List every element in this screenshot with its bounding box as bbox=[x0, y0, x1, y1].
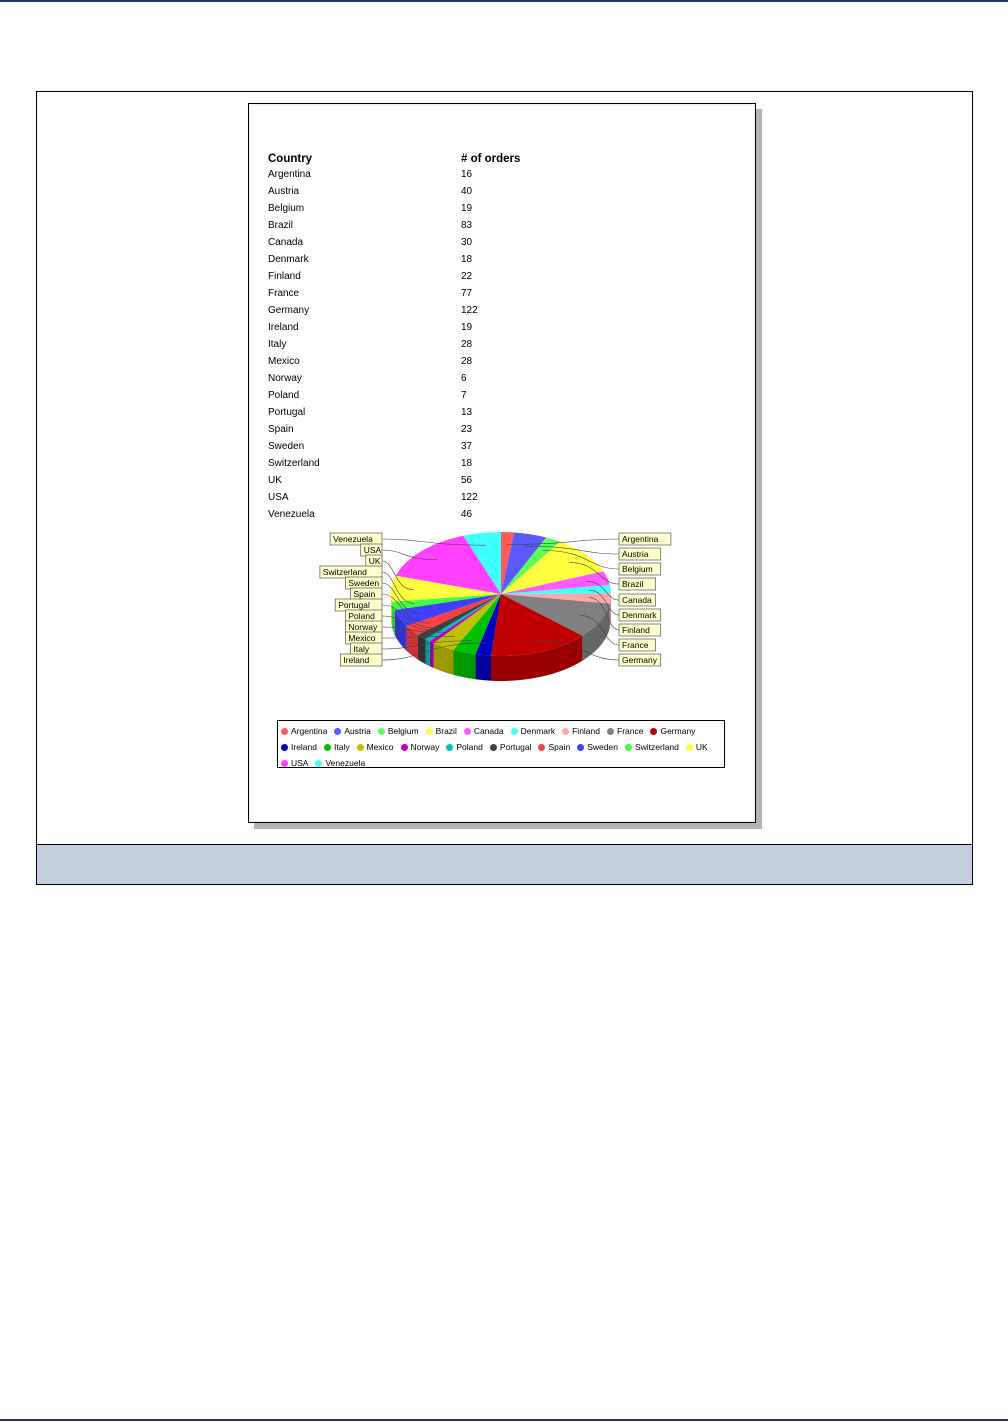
slice-label: Argentina bbox=[622, 534, 659, 545]
legend-swatch bbox=[334, 728, 341, 735]
legend-swatch bbox=[538, 744, 545, 751]
slice-label: France bbox=[622, 640, 649, 651]
legend-label: Portugal bbox=[499, 742, 532, 752]
orders-cell: 19 bbox=[461, 322, 473, 333]
orders-cell: 23 bbox=[461, 424, 473, 435]
slice-label: Poland bbox=[348, 611, 375, 622]
legend-swatch bbox=[426, 728, 433, 735]
orders-cell: 22 bbox=[461, 271, 473, 282]
pie-side-ireland bbox=[475, 654, 491, 680]
orders-cell: 30 bbox=[461, 237, 473, 248]
legend-item bbox=[334, 723, 370, 739]
country-cell: Denmark bbox=[268, 254, 309, 265]
legend-item bbox=[446, 739, 482, 755]
orders-cell: 6 bbox=[461, 373, 467, 384]
legend-swatch bbox=[315, 760, 322, 767]
orders-cell: 122 bbox=[461, 305, 478, 316]
country-cell: Finland bbox=[268, 271, 301, 282]
chart-legend bbox=[277, 720, 725, 768]
slice-label: Mexico bbox=[348, 633, 376, 644]
slice-label: Denmark bbox=[622, 610, 657, 621]
legend-swatch bbox=[378, 728, 385, 735]
country-cell: Spain bbox=[268, 424, 294, 435]
slice-label: Germany bbox=[622, 655, 657, 666]
legend-item bbox=[511, 723, 555, 739]
orders-cell: 37 bbox=[461, 441, 473, 452]
legend-item bbox=[607, 723, 643, 739]
pie-chart bbox=[249, 524, 757, 704]
legend-label: Italy bbox=[334, 742, 350, 752]
country-cell: Venezuela bbox=[268, 509, 315, 520]
country-cell: Belgium bbox=[268, 203, 305, 214]
pie-side-portugal bbox=[418, 635, 425, 664]
slice-label: Belgium bbox=[622, 564, 653, 575]
legend-item bbox=[426, 723, 457, 739]
legend-swatch bbox=[577, 744, 584, 751]
orders-cell: 13 bbox=[461, 407, 473, 418]
legend-label: Canada bbox=[473, 726, 504, 736]
legend-item bbox=[625, 739, 679, 755]
legend-item bbox=[401, 739, 440, 755]
legend-item bbox=[324, 739, 350, 755]
legend-label: Denmark bbox=[520, 726, 556, 736]
legend-label: USA bbox=[291, 758, 309, 768]
legend-item bbox=[281, 723, 327, 739]
legend-item bbox=[378, 723, 419, 739]
country-cell: Germany bbox=[268, 305, 310, 316]
slice-label: Switzerland bbox=[322, 567, 367, 578]
legend-item bbox=[686, 739, 708, 755]
orders-header: # of orders bbox=[461, 153, 521, 165]
top-rule bbox=[0, 0, 1008, 2]
slice-label: Brazil bbox=[622, 579, 644, 590]
orders-cell: 16 bbox=[461, 169, 473, 180]
orders-cell: 19 bbox=[461, 203, 473, 214]
country-header: Country bbox=[268, 153, 313, 165]
slice-label: USA bbox=[363, 545, 382, 556]
legend-swatch bbox=[281, 760, 288, 767]
legend-swatch bbox=[490, 744, 497, 751]
slice-label: Ireland bbox=[343, 655, 370, 666]
orders-cell: 46 bbox=[461, 509, 473, 520]
legend-swatch bbox=[324, 744, 331, 751]
legend-label: Belgium bbox=[387, 726, 419, 736]
legend-item bbox=[538, 739, 570, 755]
legend-label: Norway bbox=[410, 742, 440, 752]
country-cell: Portugal bbox=[268, 407, 306, 418]
legend-swatch bbox=[357, 744, 364, 751]
report-viewer-frame bbox=[36, 91, 973, 885]
country-cell: USA bbox=[268, 492, 289, 503]
country-cell: Sweden bbox=[268, 441, 305, 452]
legend-swatch bbox=[464, 728, 471, 735]
legend-item bbox=[577, 739, 618, 755]
orders-cell: 28 bbox=[461, 356, 473, 367]
slice-label: Portugal bbox=[338, 600, 370, 611]
legend-label: Sweden bbox=[587, 742, 618, 752]
legend-label: Poland bbox=[456, 742, 483, 752]
legend-item bbox=[562, 723, 600, 739]
legend-swatch bbox=[511, 728, 518, 735]
pie-side-norway bbox=[430, 641, 434, 668]
legend-label: Ireland bbox=[291, 742, 317, 752]
country-cell: Austria bbox=[268, 186, 300, 197]
slice-label: Austria bbox=[622, 549, 649, 560]
legend-item bbox=[464, 723, 504, 739]
legend-swatch bbox=[281, 728, 288, 735]
legend-label: UK bbox=[695, 742, 708, 752]
slice-label: Italy bbox=[353, 644, 370, 655]
legend-label: Mexico bbox=[366, 742, 394, 752]
slice-label: Norway bbox=[348, 622, 378, 633]
legend-swatch bbox=[650, 728, 657, 735]
report-page bbox=[248, 103, 756, 823]
legend-swatch bbox=[562, 728, 569, 735]
pie-side-poland bbox=[425, 639, 429, 666]
country-cell: Switzerland bbox=[268, 458, 320, 469]
legend-label: Venezuela bbox=[325, 758, 366, 768]
slice-label: Sweden bbox=[348, 578, 380, 589]
orders-cell: 77 bbox=[461, 288, 473, 299]
legend-swatch bbox=[686, 744, 693, 751]
legend-label: Brazil bbox=[435, 726, 457, 736]
legend-swatch bbox=[401, 744, 408, 751]
legend-label: Germany bbox=[660, 726, 696, 736]
legend-swatch bbox=[625, 744, 632, 751]
orders-cell: 18 bbox=[461, 254, 473, 265]
country-cell: Argentina bbox=[268, 169, 311, 180]
legend-label: Argentina bbox=[291, 726, 328, 736]
legend-label: France bbox=[617, 726, 644, 736]
legend-label: Finland bbox=[572, 726, 600, 736]
slice-label: Canada bbox=[622, 595, 652, 606]
orders-cell: 7 bbox=[461, 390, 467, 401]
orders-cell: 83 bbox=[461, 220, 473, 231]
orders-cell: 28 bbox=[461, 339, 473, 350]
country-cell: Brazil bbox=[268, 220, 294, 231]
country-cell: France bbox=[268, 288, 300, 299]
legend-label: Switzerland bbox=[634, 742, 679, 752]
slice-label: Spain bbox=[353, 589, 376, 600]
country-cell: Mexico bbox=[268, 356, 300, 367]
country-cell: Poland bbox=[268, 390, 300, 401]
slice-label: Finland bbox=[622, 625, 650, 636]
legend-item bbox=[315, 755, 365, 771]
country-cell: Italy bbox=[268, 339, 287, 350]
slice-label: Venezuela bbox=[333, 534, 373, 545]
viewer-status-bar bbox=[37, 844, 972, 884]
bottom-rule bbox=[0, 1419, 1008, 1421]
country-cell: Canada bbox=[268, 237, 304, 248]
legend-label: Spain bbox=[548, 742, 571, 752]
orders-cell: 18 bbox=[461, 458, 473, 469]
pie-side-italy bbox=[453, 650, 475, 679]
legend-item bbox=[357, 739, 394, 755]
legend-swatch bbox=[446, 744, 453, 751]
legend-swatch bbox=[607, 728, 614, 735]
legend-item bbox=[650, 723, 695, 739]
legend-label: Austria bbox=[344, 726, 371, 736]
legend-item bbox=[281, 739, 317, 755]
slice-label: UK bbox=[368, 556, 381, 567]
legend-item bbox=[281, 755, 308, 771]
country-cell: Ireland bbox=[268, 322, 299, 333]
legend-swatch bbox=[281, 744, 288, 751]
orders-cell: 56 bbox=[461, 475, 473, 486]
orders-cell: 40 bbox=[461, 186, 473, 197]
country-cell: Norway bbox=[268, 373, 302, 384]
legend-item bbox=[490, 739, 532, 755]
country-cell: UK bbox=[268, 475, 282, 486]
orders-cell: 122 bbox=[461, 492, 478, 503]
